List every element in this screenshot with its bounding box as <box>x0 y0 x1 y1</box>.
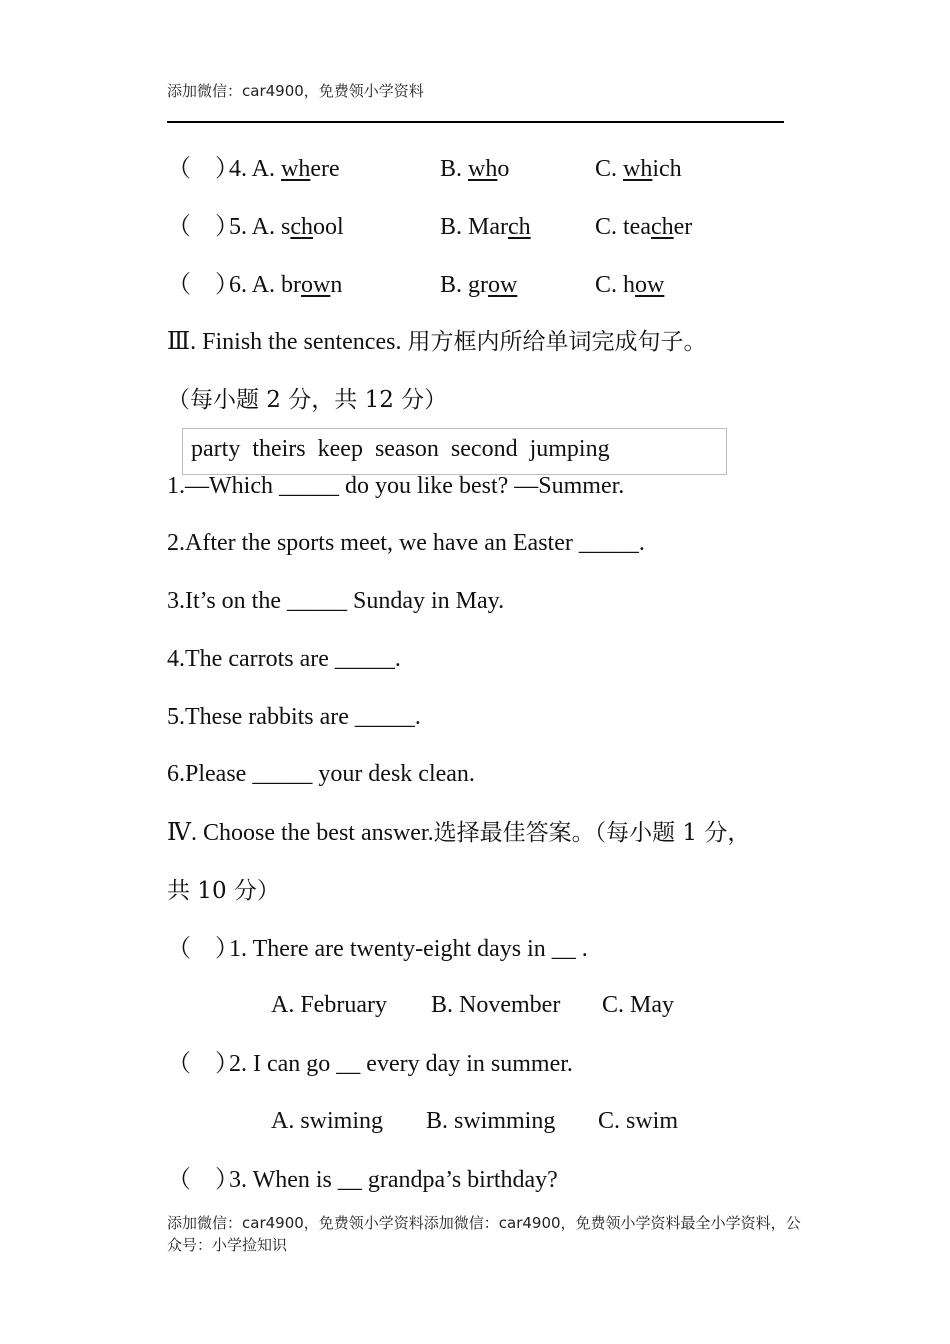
sentence-2: 2.After the sports meet, we have an Easter _____. <box>167 530 645 556</box>
phonics-row-4: （ ）4. A. where <box>167 156 340 182</box>
sentence-1: 1.—Which _____ do you like best? —Summer. <box>167 473 625 499</box>
page-header: 添加微信：car4900，免费领小学资料 <box>167 82 424 100</box>
phonics-row-5-option-c: C. teacher <box>595 214 693 240</box>
question-2-option-a: A. swiming <box>271 1108 384 1134</box>
answer-paren[interactable]: （ ） <box>167 272 239 298</box>
phonics-row-6-option-c: C. how <box>595 272 665 298</box>
sentence-4: 4.The carrots are _____. <box>167 646 401 672</box>
phonics-row-4-option-c: C. which <box>595 156 682 182</box>
section-4-score: 共 10 分） <box>167 878 280 904</box>
phonics-row-4-option-b: B. who <box>440 156 510 182</box>
word-box <box>182 428 727 475</box>
question-2-option-b: B. swimming <box>426 1108 556 1134</box>
question-3: （ ）3. When is __ grandpa’s birthday? <box>167 1167 558 1193</box>
section-3-score: （每小题 2 分，共 12 分） <box>167 387 448 413</box>
sentence-3: 3.It’s on the _____ Sunday in May. <box>167 588 505 614</box>
answer-paren[interactable]: （ ） <box>167 1051 239 1077</box>
question-1-option-c: C. May <box>602 992 674 1018</box>
answer-paren[interactable]: （ ） <box>167 214 239 240</box>
page-footer: 添加微信：car4900，免费领小学资料添加微信：car4900，免费领小学资料最全小学资料，公众号：小学捡知识 <box>167 1214 801 1254</box>
answer-paren[interactable]: （ ） <box>167 156 239 182</box>
question-2-option-c: C. swim <box>598 1108 679 1134</box>
phonics-row-5-option-b: B. March <box>440 214 531 240</box>
word-box-text: party theirs keep season second jumping <box>191 436 610 462</box>
question-1-option-a: A. February <box>271 992 387 1018</box>
section-3-title: Ⅲ. Finish the sentences. 用方框内所给单词完成句子。 <box>167 329 707 355</box>
question-1: （ ）1. There are twenty-eight days in __ . <box>167 936 588 962</box>
phonics-row-6-option-b: B. grow <box>440 272 518 298</box>
sentence-5: 5.These rabbits are _____. <box>167 704 421 730</box>
header-rule <box>167 121 784 123</box>
phonics-row-5: （ ）5. A. school <box>167 214 344 240</box>
answer-paren[interactable]: （ ） <box>167 1167 239 1193</box>
question-2: （ ）2. I can go __ every day in summer. <box>167 1051 573 1077</box>
sentence-6: 6.Please _____ your desk clean. <box>167 761 475 787</box>
question-1-option-b: B. November <box>431 992 561 1018</box>
answer-paren[interactable]: （ ） <box>167 936 239 962</box>
phonics-row-6: （ ）6. A. brown <box>167 272 343 298</box>
section-4-title: Ⅳ. Choose the best answer.选择最佳答案。（每小题 1 分， <box>167 820 751 846</box>
